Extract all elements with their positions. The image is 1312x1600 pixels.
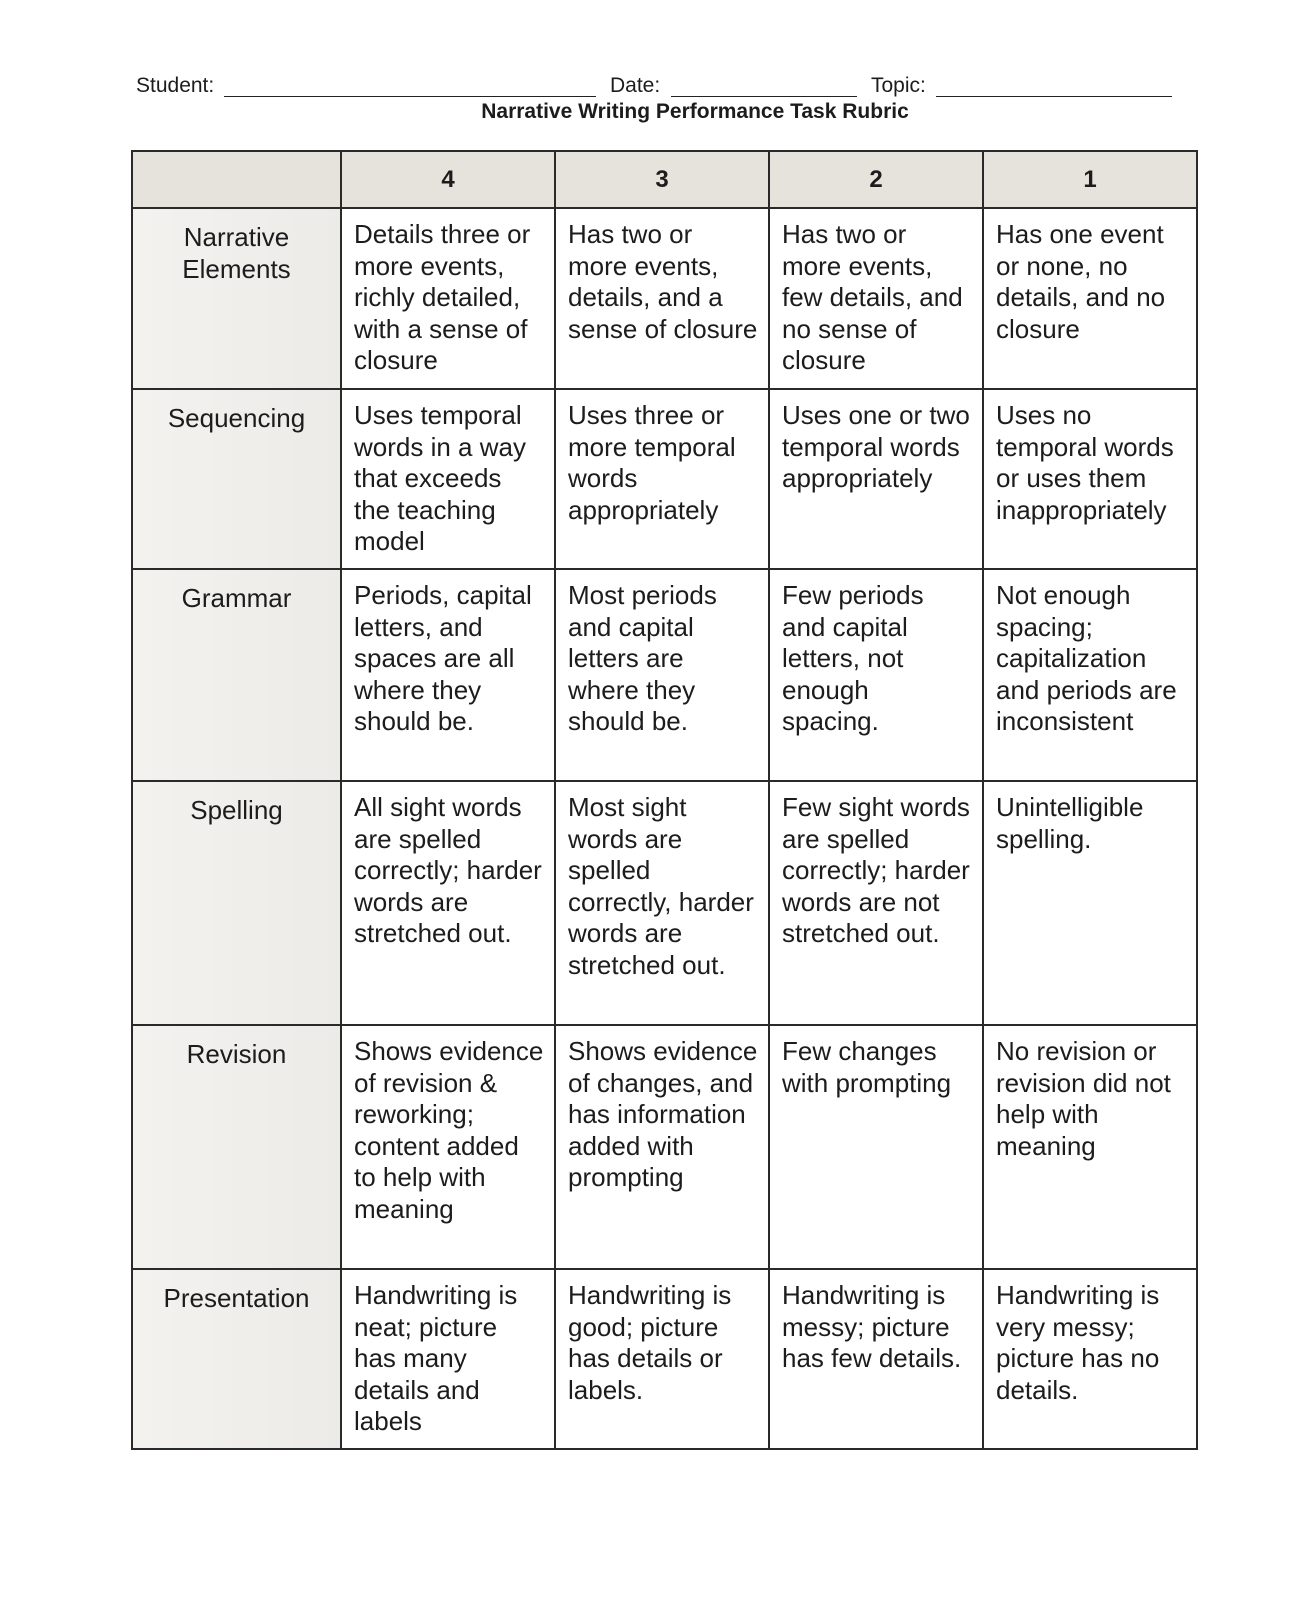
rubric-cell: Handwriting is messy; picture has few details. bbox=[769, 1269, 983, 1449]
rubric-cell: All sight words are spelled correctly; harder words are stretched out. bbox=[341, 781, 555, 1025]
rubric-cell: Handwriting is good; picture has details or labels. bbox=[555, 1269, 769, 1449]
rubric-cell: No revision or revision did not help with meaning bbox=[983, 1025, 1197, 1269]
score-header-row bbox=[132, 151, 1197, 208]
rubric-cell: Has two or more events, details, and a sense of closure bbox=[555, 208, 769, 389]
rubric-table bbox=[131, 150, 1198, 1450]
score-header-4: 4 bbox=[341, 151, 555, 208]
score-header-1: 1 bbox=[983, 151, 1197, 208]
rubric-cell: Shows evidence of revision & reworking; content added to help with meaning bbox=[341, 1025, 555, 1269]
criterion-grammar: Grammar bbox=[132, 569, 341, 781]
corner-header-cell bbox=[132, 151, 341, 208]
header-fields bbox=[136, 72, 1192, 100]
table-row bbox=[132, 208, 1197, 389]
rubric-cell: Unintelligible spelling. bbox=[983, 781, 1197, 1025]
student-blank-line[interactable] bbox=[224, 96, 596, 97]
table-row bbox=[132, 1269, 1197, 1449]
rubric-cell: Handwriting is neat; picture has many details and labels bbox=[341, 1269, 555, 1449]
rubric-cell: Details three or more events, richly detailed, with a sense of closure bbox=[341, 208, 555, 389]
rubric-cell: Periods, capital letters, and spaces are all where they should be. bbox=[341, 569, 555, 781]
rubric-cell: Few periods and capital letters, not enough spacing. bbox=[769, 569, 983, 781]
rubric-cell: Few changes with prompting bbox=[769, 1025, 983, 1269]
rubric-cell: Uses three or more temporal words appropriately bbox=[555, 389, 769, 569]
student-label: Student: bbox=[136, 74, 215, 97]
table-row bbox=[132, 389, 1197, 569]
criterion-spelling: Spelling bbox=[132, 781, 341, 1025]
rubric-cell: Has one event or none, no details, and no closure bbox=[983, 208, 1197, 389]
topic-label: Topic: bbox=[871, 74, 926, 97]
table-row bbox=[132, 569, 1197, 781]
rubric-cell: Has two or more events, few details, and no sense of closure bbox=[769, 208, 983, 389]
rubric-cell: Uses one or two temporal words appropriately bbox=[769, 389, 983, 569]
criterion-revision: Revision bbox=[132, 1025, 341, 1269]
rubric-cell: Shows evidence of changes, and has information added with prompting bbox=[555, 1025, 769, 1269]
date-blank-line[interactable] bbox=[671, 96, 857, 97]
criterion-presentation: Presentation bbox=[132, 1269, 341, 1449]
criterion-sequencing: Sequencing bbox=[132, 389, 341, 569]
rubric-title: Narrative Writing Performance Task Rubric bbox=[481, 100, 909, 123]
table-row bbox=[132, 781, 1197, 1025]
rubric-cell: Few sight words are spelled correctly; harder words are not stretched out. bbox=[769, 781, 983, 1025]
topic-blank-line[interactable] bbox=[936, 96, 1172, 97]
rubric-cell: Uses temporal words in a way that exceeds the teaching model bbox=[341, 389, 555, 569]
rubric-cell: Most sight words are spelled correctly, harder words are stretched out. bbox=[555, 781, 769, 1025]
score-header-2: 2 bbox=[769, 151, 983, 208]
score-header-3: 3 bbox=[555, 151, 769, 208]
date-label: Date: bbox=[610, 74, 661, 97]
rubric-cell: Uses no temporal words or uses them inappropriately bbox=[983, 389, 1197, 569]
rubric-cell: Not enough spacing; capitalization and periods are inconsistent bbox=[983, 569, 1197, 781]
rubric-cell: Most periods and capital letters are where they should be. bbox=[555, 569, 769, 781]
rubric-cell: Handwriting is very messy; picture has no details. bbox=[983, 1269, 1197, 1449]
table-row bbox=[132, 1025, 1197, 1269]
criterion-narrative-elements: Narrative Elements bbox=[132, 208, 341, 389]
